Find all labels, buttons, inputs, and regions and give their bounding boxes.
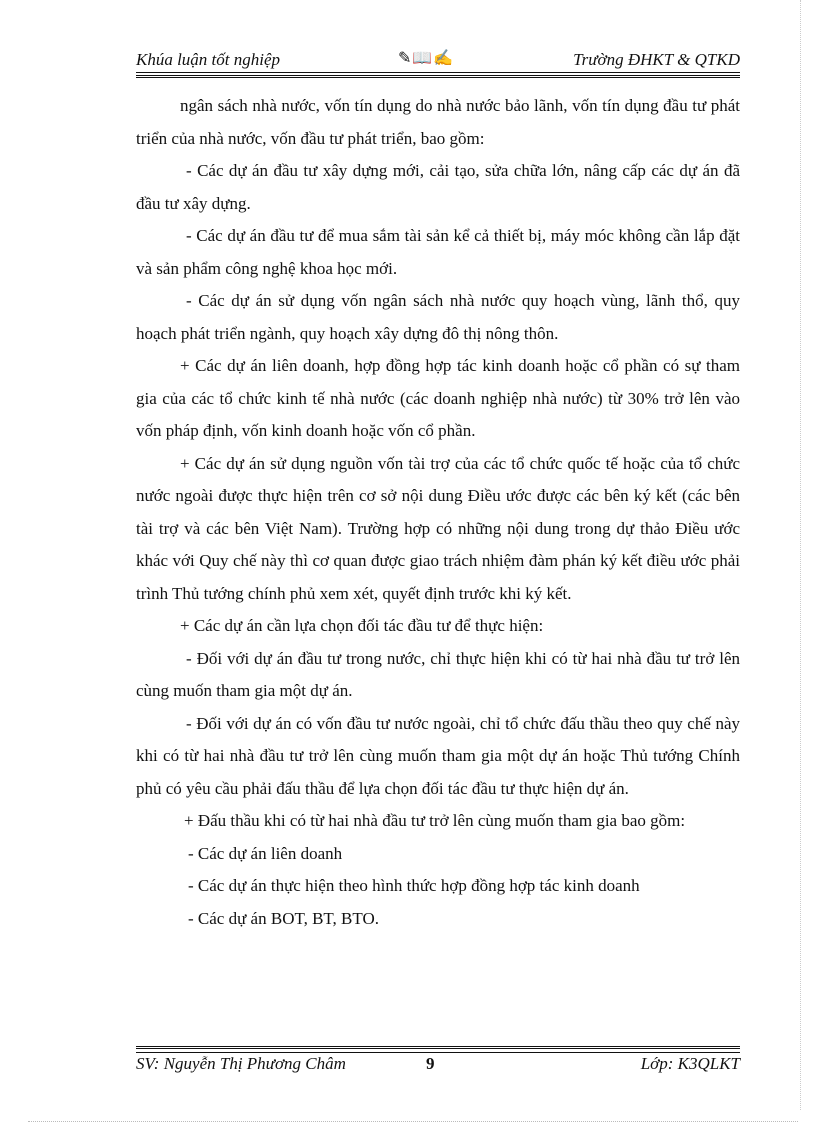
footer-student-name: SV: Nguyễn Thị Phương Châm [136,1054,346,1073]
body-text [136,90,740,935]
page-edge-bottom [28,1121,798,1122]
paragraph: + Các dự án cần lựa chọn đối tác đầu tư để thực hiện: [180,616,544,635]
header-divider [136,72,740,73]
paragraph: - Đối với dự án đầu tư trong nước, chỉ thực hiện khi có từ hai nhà đầu tư trở lên cùng muốn tham gia một dự án. [136,648,740,700]
paragraph: + Đấu thầu khi có từ hai nhà đầu tư trở lên cùng muốn tham gia bao gồm: [184,811,686,830]
paragraph: + Các dự án sử dụng nguồn vốn tài trợ của các tổ chức quốc tế hoặc của tổ chức nước ngoài được thực hiện trên cơ sở nội dung Điều ước được các bên ký kết (các bên tài trợ và các bên Việt Nam). Trường hợp có những nội dung trong dự thảo Điều ước khác với Quy chế này thì cơ quan được giao trách nhiệm đàm phán ký kết điều ước phải trình Thủ tướng chính phủ xem xét, quyết định trước khi ký kết. [136,453,740,603]
header-divider-double [136,75,740,78]
page-edge-right [800,0,801,1110]
header-ornament-icon: ✎📖✍ [398,50,455,67]
list-item: - Các dự án thực hiện theo hình thức hợp đồng hợp tác kinh doanh [188,876,640,895]
paragraph: - Các dự án đầu tư xây dựng mới, cải tạo, sửa chữa lớn, nâng cấp các dự án đã đầu tư xây dựng. [136,161,740,213]
list-item: - Các dự án BOT, BT, BTO. [188,908,379,928]
paragraph: - Các dự án đầu tư để mua sắm tài sản kể cả thiết bị, máy móc không cần lắp đặt và sản phẩm công nghệ khoa học mới. [136,226,740,278]
page-footer [136,1054,740,1078]
list-item: - Các dự án liên doanh [188,843,343,863]
paragraph: - Các dự án sử dụng vốn ngân sách nhà nước quy hoạch vùng, lãnh thổ, quy hoạch phát triển ngành, quy hoạch xây dựng đô thị nông thôn. [136,291,740,343]
page-number: 9 [426,1054,435,1073]
paragraph: - Đối với dự án có vốn đầu tư nước ngoài, chỉ tổ chức đấu thầu theo quy chế này khi có từ hai nhà đầu tư trở lên cùng muốn tham gia một dự án hoặc Thủ tướng Chính phủ có yêu cầu phải đấu thầu để lựa chọn đối tác đầu tư thực hiện dự án. [136,713,740,798]
footer-class: Lớp: K3QLKT [640,1054,740,1073]
footer-divider [136,1052,740,1053]
header-school-name: Trường ĐHKT & QTKD [573,50,740,69]
footer-divider-double [136,1046,740,1049]
header-thesis-title: Khúa luận tốt nghiệp [136,50,281,69]
page-header [136,48,740,74]
paragraph: + Các dự án liên doanh, hợp đồng hợp tác kinh doanh hoặc cổ phần có sự tham gia của các tổ chức kinh tế nhà nước (các doanh nghiệp nhà nước) từ 30% trở lên vào vốn pháp định, vốn kinh doanh hoặc vốn cổ phần. [136,356,740,440]
paragraph: ngân sách nhà nước, vốn tín dụng do nhà nước bảo lãnh, vốn tín dụng đầu tư phát triển của nhà nước, vốn đầu tư phát triển, bao gồm: [136,96,740,148]
